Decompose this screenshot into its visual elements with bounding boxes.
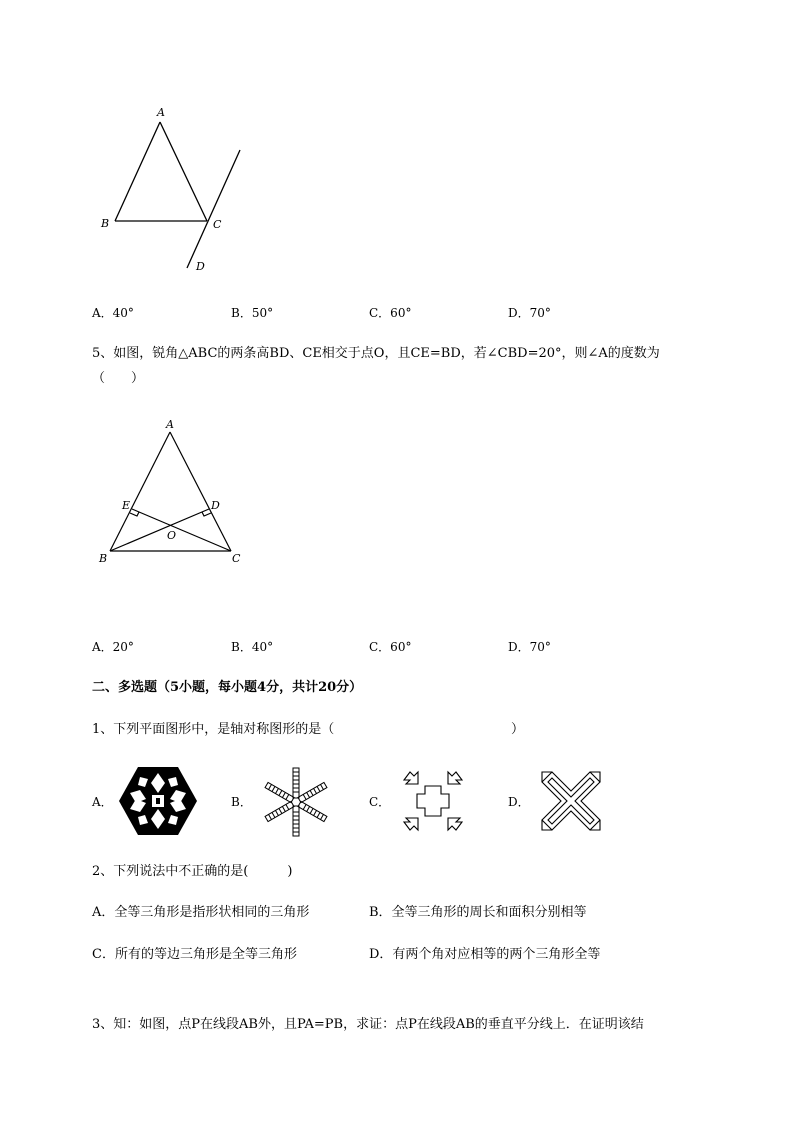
label-e: E: [122, 499, 131, 512]
interlocked-x-icon[interactable]: [538, 768, 604, 834]
mq1-question: 1、下列平面图形中，是轴对称图形的是（: [92, 722, 335, 737]
mq1-option-d-label[interactable]: D．: [508, 795, 530, 809]
q5-option-b[interactable]: B．40°: [231, 640, 274, 654]
section-title: 二、多选题（5小题，每小题4分，共计20分）: [92, 680, 363, 695]
label-d: D: [196, 260, 205, 273]
arrows-cross-icon[interactable]: [400, 768, 466, 834]
windmill-icon[interactable]: [260, 766, 332, 838]
line-cd: [187, 150, 240, 268]
side-ab: [110, 432, 170, 551]
q4-option-d[interactable]: D．70°: [508, 306, 551, 320]
label-a: A: [157, 106, 165, 119]
mq1-option-c-label[interactable]: C．: [369, 795, 391, 809]
right-angle-mark-d: [202, 512, 211, 516]
side-ab: [115, 122, 160, 221]
altitude-bd: [110, 509, 209, 551]
side-ac: [170, 432, 231, 551]
q5-answer-paren: （ ）: [92, 371, 145, 386]
q5-option-c[interactable]: C．60°: [369, 640, 412, 654]
q5-figure: [90, 410, 260, 575]
mq2-option-c[interactable]: C．所有的等边三角形是全等三角形: [92, 947, 297, 962]
label-o: O: [167, 529, 177, 542]
mq1-option-b-label[interactable]: B．: [231, 795, 252, 809]
q5-option-a[interactable]: A．20°: [92, 640, 134, 654]
q4-figure: [90, 100, 260, 280]
mq2-question: 2、下列说法中不正确的是( ): [92, 864, 293, 879]
mq1-option-a-label[interactable]: A．: [92, 795, 113, 809]
label-c: C: [232, 552, 241, 565]
q4-option-c[interactable]: C．60°: [369, 306, 412, 320]
side-ac: [160, 122, 207, 221]
mq2-option-d[interactable]: D．有两个角对应相等的两个三角形全等: [369, 947, 601, 962]
q4-option-b[interactable]: B．50°: [231, 306, 274, 320]
altitude-ce: [132, 509, 231, 551]
q5-option-d[interactable]: D．70°: [508, 640, 551, 654]
label-b: B: [99, 552, 108, 565]
hexagon-pattern-icon[interactable]: [118, 765, 198, 837]
right-angle-mark-e: [130, 512, 139, 516]
mq2-option-b[interactable]: B．全等三角形的周长和面积分别相等: [369, 905, 587, 920]
label-b: B: [101, 217, 110, 230]
mq3-question: 3、知：如图，点P在线段AB外，且PA=PB，求证：点P在线段AB的垂直平分线上．在证明该结: [92, 1017, 644, 1032]
label-d: D: [211, 499, 220, 512]
label-a: A: [166, 418, 174, 431]
q4-option-a[interactable]: A．40°: [92, 306, 134, 320]
mq1-paren-close: ）: [511, 722, 525, 737]
q5-question: 5、如图，锐角△ABC的两条高BD、CE相交于点O，且CE=BD，若∠CBD=20°，则∠A的度数为: [92, 346, 660, 361]
mq2-option-a[interactable]: A．全等三角形是指形状相同的三角形: [92, 905, 310, 920]
label-c: C: [213, 218, 222, 231]
